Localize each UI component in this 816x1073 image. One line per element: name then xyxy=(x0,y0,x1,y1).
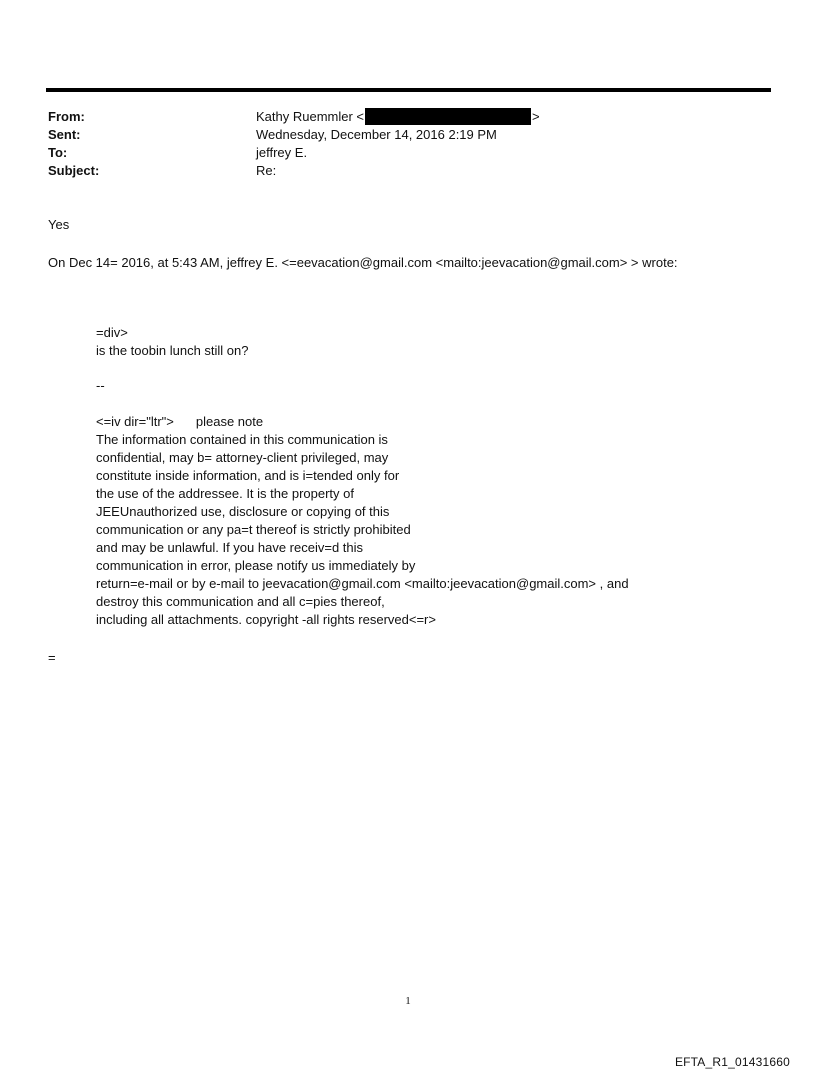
quoted-div-tag: =div> xyxy=(96,325,128,340)
from-close: > xyxy=(532,109,540,124)
quoted-question: is the toobin lunch still on? xyxy=(96,343,249,358)
subject-label: Subject: xyxy=(48,163,100,178)
sent-label: Sent: xyxy=(48,127,81,142)
dir-tag-line xyxy=(96,413,263,431)
bates-number: EFTA_R1_01431660 xyxy=(674,1055,790,1069)
reply-text: Yes xyxy=(48,217,70,232)
disclaimer-line: constitute inside information, and is i=tended only for xyxy=(96,468,400,483)
header-divider xyxy=(46,88,771,92)
dir-tag: <=iv dir="ltr"> xyxy=(96,414,174,429)
disclaimer-line: communication in error, please notify us immediately by xyxy=(96,558,416,573)
disclaimer-line: destroy this communication and all c=pies thereof, xyxy=(96,594,385,609)
disclaimer-line: communication or any pa=t thereof is strictly prohibited xyxy=(96,522,411,537)
disclaimer-line: return=e-mail or by e-mail to jeevacation@gmail.com <mailto:jeevacation@gmail.com> , and xyxy=(96,576,629,591)
signature-separator: -- xyxy=(96,378,105,393)
from-name: Kathy Ruemmler < xyxy=(256,109,365,124)
please-note: please note xyxy=(195,414,264,429)
disclaimer-line: The information contained in this communication is xyxy=(96,432,388,447)
disclaimer-line: and may be unlawful. If you have receiv=d this xyxy=(96,540,364,555)
sent-value: Wednesday, December 14, 2016 2:19 PM xyxy=(256,127,497,142)
to-value: jeffrey E. xyxy=(256,145,308,160)
disclaimer-line: including all attachments. copyright -all rights reserved<=r> xyxy=(96,612,436,627)
from-value xyxy=(256,108,540,126)
trailing-equals: = xyxy=(48,650,56,665)
subject-value: Re: xyxy=(256,163,277,178)
to-label: To: xyxy=(48,145,68,160)
attribution-line: On Dec 14= 2016, at 5:43 AM, jeffrey E. <=eevacation@gmail.com <mailto:jeevacation@gmail.com> > wrote: xyxy=(48,255,678,270)
disclaimer-line: the use of the addressee. It is the property of xyxy=(96,486,354,501)
from-label: From: xyxy=(48,109,85,124)
disclaimer-line: confidential, may b= attorney-client privileged, may xyxy=(96,450,389,465)
page-number: 1 xyxy=(405,995,411,1007)
disclaimer-line: JEEUnauthorized use, disclosure or copying of this xyxy=(96,504,390,519)
redaction-box xyxy=(365,108,531,125)
